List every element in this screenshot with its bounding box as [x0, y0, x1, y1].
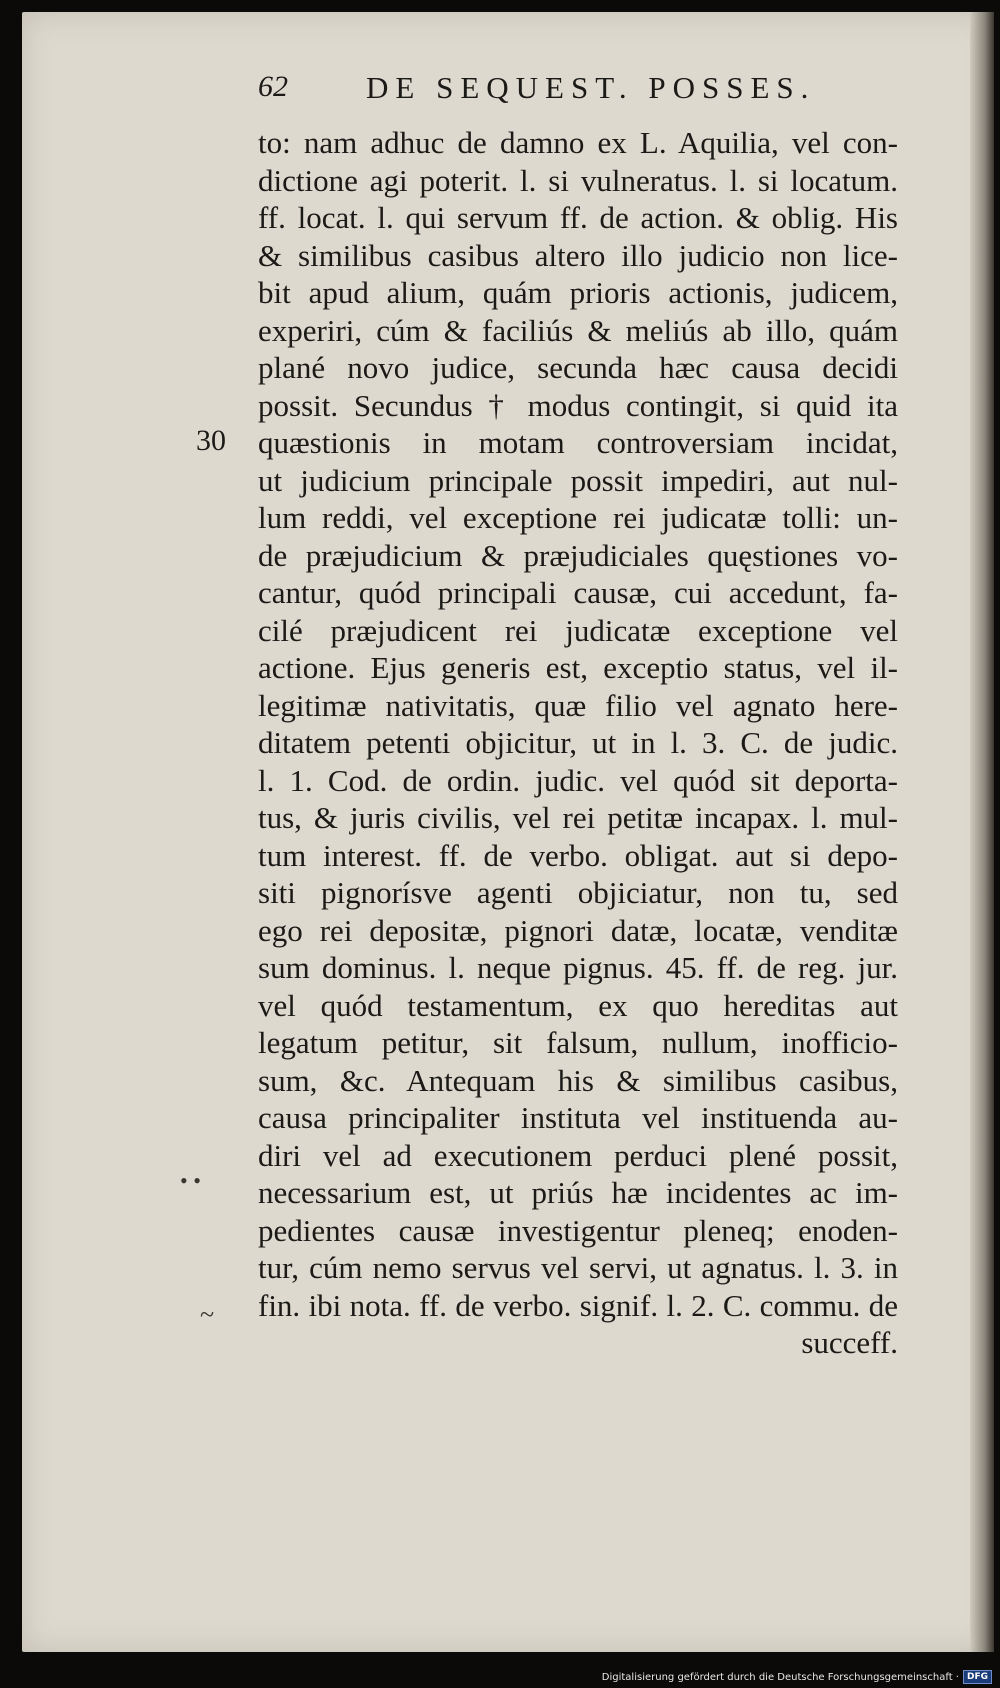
text-line: lum reddi, vel exceptione rei judicatæ tolli: un- — [258, 500, 898, 535]
text-line: experiri, cúm & faciliús & meliús ab illo, quám — [258, 312, 898, 348]
catchword: succeff. — [801, 1325, 898, 1360]
text-line: sum, &c. Antequam his & similibus casibus, — [258, 1062, 898, 1098]
text-line: quæstionis in motam controversiam incidat, — [258, 425, 898, 460]
page-edge — [970, 12, 994, 1652]
text-line: tur, cúm nemo servus vel servi, ut agnatus. l. 3. in — [258, 1250, 898, 1285]
text-line: necessarium est, ut priús hæ incidentes ac im- — [258, 1175, 898, 1210]
text-line: pedientes causæ investigentur pleneq; enoden- — [258, 1212, 898, 1248]
text-line: diri vel ad executionem perduci plené possit, — [258, 1137, 898, 1173]
dfg-logo-icon: DFG — [963, 1670, 992, 1684]
page-header — [258, 70, 898, 120]
text-line: vel quód testamentum, ex quo hereditas aut — [258, 987, 898, 1023]
text-line: fin. ibi nota. ff. de verbo. signif. l. 2. C. commu. de — [258, 1287, 898, 1323]
text-line: plané novo judice, secunda hæc causa decidi — [258, 350, 898, 385]
text-line: legitimæ nativitatis, quæ filio vel agnato here- — [258, 687, 898, 723]
text-line: ut judicium principale possit impediri, aut nul- — [258, 462, 898, 498]
footer-credit: Digitalisierung gefördert durch die Deutsche Forschungsgemeinschaft · — [601, 1671, 959, 1683]
text-line: tum interest. ff. de verbo. obligat. aut si depo- — [258, 837, 898, 873]
text-line: legatum petitur, sit falsum, nullum, inofficio- — [258, 1025, 898, 1060]
text-line: de præjudicium & præjudiciales quęstiones vo- — [258, 537, 898, 573]
text-line: dictione agi poterit. l. si vulneratus. l. si locatum. — [258, 162, 898, 198]
page-number: 62 — [258, 70, 288, 103]
digitization-footer — [602, 1670, 992, 1684]
running-head: DE SEQUEST. POSSES. — [366, 70, 816, 105]
text-line: bit apud alium, quám prioris actionis, judicem, — [258, 275, 898, 310]
text-line: siti pignorísve agenti objiciatur, non tu, sed — [258, 875, 898, 910]
text-line: cilé præjudicent rei judicatæ exceptione vel — [258, 612, 898, 648]
margin-mark: ~ — [200, 1300, 215, 1329]
margin-mark: • • — [180, 1168, 201, 1193]
text-line: causa principaliter instituta vel instituenda au- — [258, 1100, 898, 1135]
text-line: & similibus casibus altero illo judicio non lice- — [258, 237, 898, 273]
text-line: sum dominus. l. neque pignus. 45. ff. de reg. jur. — [258, 950, 898, 985]
text-line: l. 1. Cod. de ordin. judic. vel quód sit deporta- — [258, 762, 898, 798]
text-line: ff. locat. l. qui servum ff. de action. & oblig. His — [258, 200, 898, 235]
text-line: to: nam adhuc de damno ex L. Aquilia, vel con- — [258, 125, 898, 160]
text-line: actione. Ejus generis est, exceptio status, vel il- — [258, 650, 898, 685]
text-line: possit. Secundus † modus contingit, si quid ita — [258, 387, 898, 423]
text-line: cantur, quód principali causæ, cui accedunt, fa- — [258, 575, 898, 610]
body-text — [258, 124, 898, 1362]
margin-line-number: 30 — [196, 424, 226, 457]
text-line: tus, & juris civilis, vel rei petitæ incapax. l. mul- — [258, 800, 898, 835]
text-line: ego rei depositæ, pignori datæ, locatæ, venditæ — [258, 912, 898, 948]
text-line: ditatem petenti objicitur, ut in l. 3. C. de judic. — [258, 725, 898, 760]
